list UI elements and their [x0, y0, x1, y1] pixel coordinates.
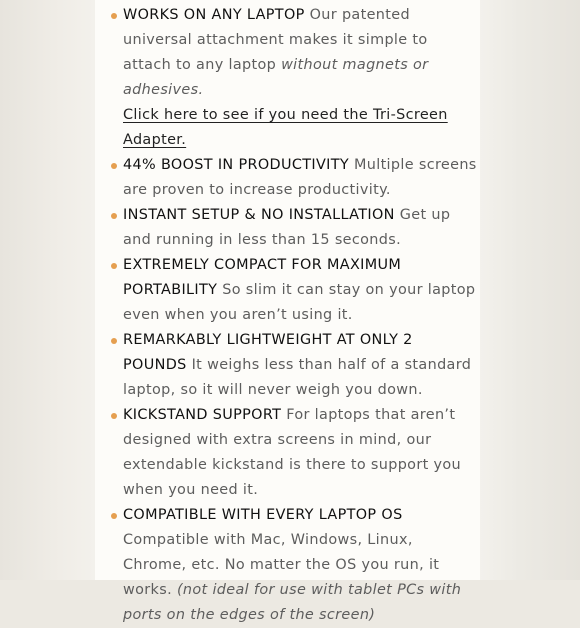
feature-description: Get up and running in less than 15 seconds. [123, 207, 451, 248]
feature-list [95, 3, 480, 628]
feature-heading: 44% BOOST IN PRODUCTIVITY [123, 157, 350, 173]
feature-heading: COMPATIBLE WITH EVERY LAPTOP OS [123, 507, 403, 523]
bullet-icon [111, 163, 117, 169]
bullet-icon [111, 413, 117, 419]
feature-card [95, 0, 480, 623]
feature-heading: KICKSTAND SUPPORT [123, 407, 282, 423]
feature-heading: INSTANT SETUP & NO INSTALLATION [123, 207, 395, 223]
feature-description: So slim it can stay on your laptop even when you aren’t using it. [123, 282, 476, 323]
feature-item-instant-setup [95, 203, 480, 253]
bullet-icon [111, 513, 117, 519]
feature-item-works-on-any-laptop [95, 3, 480, 153]
feature-italic-note: without magnets or adhesives. [123, 57, 429, 98]
feature-heading: WORKS ON ANY LAPTOP [123, 7, 305, 23]
feature-item-compact [95, 253, 480, 328]
feature-description: Multiple screens are proven to increase productivity. [123, 157, 477, 198]
bullet-icon [111, 213, 117, 219]
feature-description: It weighs less than half of a standard laptop, so it will never weigh you down. [123, 357, 472, 398]
feature-heading: REMARKABLY LIGHTWEIGHT AT ONLY 2 POUNDS [123, 332, 413, 373]
feature-item-lightweight [95, 328, 480, 403]
tri-screen-adapter-link[interactable]: Click here to see if you need the Tri-Screen Adapter. [123, 107, 448, 148]
feature-item-kickstand [95, 403, 480, 503]
bullet-icon [111, 13, 117, 19]
feature-description: For laptops that aren’t designed with extra screens in mind, our extendable kickstand is there to support you when you need it. [123, 407, 462, 498]
feature-description: Compatible with Mac, Windows, Linux, Chrome, etc. No matter the OS you run, it works. [123, 532, 440, 598]
bullet-icon [111, 263, 117, 269]
feature-item-productivity [95, 153, 480, 203]
bullet-icon [111, 338, 117, 344]
feature-item-compatible-os [95, 503, 480, 628]
feature-heading: EXTREMELY COMPACT FOR MAXIMUM PORTABILITY [123, 257, 402, 298]
feature-description: Our patented universal attachment makes it simple to attach to any laptop [123, 7, 428, 73]
feature-italic-note: (not ideal for use with tablet PCs with ports on the edges of the screen) [123, 582, 462, 623]
